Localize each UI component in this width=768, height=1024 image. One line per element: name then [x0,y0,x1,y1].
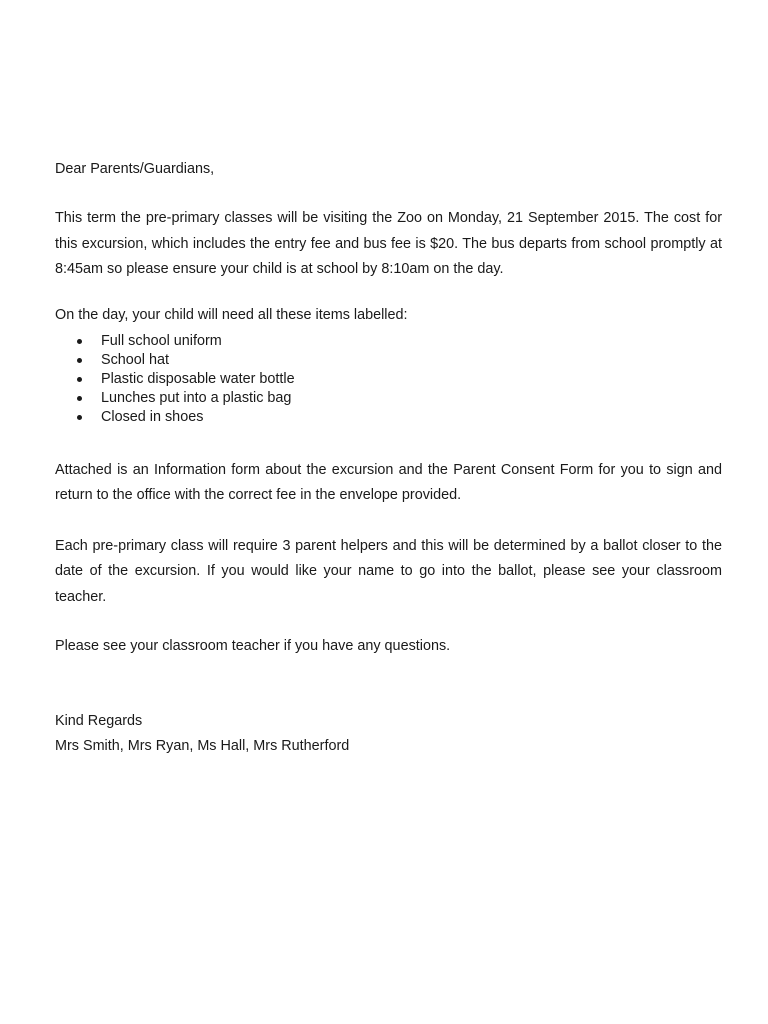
paragraph-excursion-details: This term the pre-primary classes will be visiting the Zoo on Monday, 21 September 2015. The cost for this excursion, which includes the entry fee and bus fee is $20. The bus departs from school promptly at 8:45am so please ensure your child is at school by 8:10am on the day. [55,210,722,277]
letter-body [55,158,722,759]
list-item-text: Closed in shoes [101,408,204,425]
list-item [74,408,722,427]
items-list [55,332,722,427]
bullet-icon [77,396,82,401]
bullet-icon [77,415,82,420]
list-item-text: Full school uniform [101,332,222,349]
list-item-text: School hat [101,351,170,368]
bullet-icon [77,339,82,344]
paragraph-questions: Please see your classroom teacher if you have any questions. [55,638,451,654]
list-item-text: Plastic disposable water bottle [101,370,295,387]
closing: Kind Regards [55,713,143,729]
list-item-text: Lunches put into a plastic bag [101,389,292,406]
bullet-icon [77,377,82,382]
bullet-icon [77,358,82,363]
list-item [74,351,722,370]
list-item [74,370,722,389]
list-item [74,389,722,408]
signatories: Mrs Smith, Mrs Ryan, Ms Hall, Mrs Rutherford [55,738,350,754]
paragraph-parent-helpers: Each pre-primary class will require 3 parent helpers and this will be determined by a ballot closer to the date of the excursion. If you would like your name to go into the ballot, please see your classroom teacher. [55,537,722,605]
salutation: Dear Parents/Guardians, [55,161,215,177]
items-intro: On the day, your child will need all these items labelled: [55,306,408,323]
list-item [74,332,722,351]
paragraph-consent-form: Attached is an Information form about the excursion and the Parent Consent Form for you to sign and return to the office with the correct fee in the envelope provided. [55,461,722,503]
